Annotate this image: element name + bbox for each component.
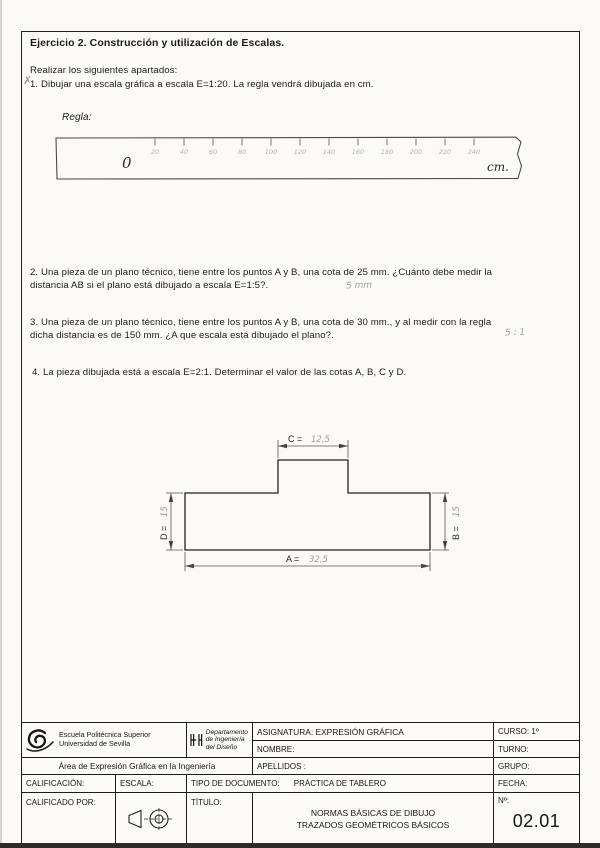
ruler-ticks [155, 139, 474, 146]
curso-cell: CURSO: 1º [494, 723, 579, 740]
dim-d-pencil-value: 15 [160, 506, 170, 517]
exercise-title: Ejercicio 2. Construcción y utilización de Escalas. [30, 37, 285, 49]
ruler-pencil-number: 240 [467, 148, 481, 156]
ruler-pencil-number: 160 [351, 148, 365, 156]
dimension-a [185, 552, 430, 571]
ruler-pencil-number: 120 [293, 148, 307, 156]
department-cell [187, 723, 252, 757]
question-3-pencil-answer: 5 : 1 [504, 327, 526, 339]
question-1: 1. Dibujar una escala gráfica a escala E=1:20. La regla vendrá dibujada en cm. [30, 79, 374, 90]
tipo-documento-label: TIPO DE DOCUMENTO: [191, 779, 280, 788]
piece-drawing [155, 430, 475, 585]
ruler-pencil-number: 20 [150, 148, 160, 156]
tipo-documento-cell [187, 775, 493, 792]
ruler-pencil-number: 180 [380, 148, 394, 156]
grupo-cell: GRUPO: [494, 758, 579, 774]
escala-cell: ESCALA: [116, 775, 186, 792]
ruler-pencil-number: 60 [208, 148, 218, 156]
question-2-pencil-answer: 5 mm [345, 280, 373, 292]
numero-value: 02.01 [512, 811, 561, 831]
titulo-line1: NORMAS BÁSICAS DE DIBUJO [310, 807, 436, 818]
dept-line2: de Ingeniería [205, 736, 245, 744]
question-2-line2: distancia AB si el plano está dibujado a escala E=1:5?. [30, 280, 269, 291]
fecha-cell: FECHA: [494, 775, 579, 792]
piece-outline [185, 460, 430, 550]
ruler-zero: 0 [122, 154, 132, 172]
apellidos-cell: APELLIDOS : [253, 758, 493, 774]
dept-line1: Departamento [205, 728, 248, 736]
dim-b-label: B = [451, 526, 461, 540]
dim-c-label: C = [288, 434, 303, 444]
department-logo-icon [189, 729, 204, 751]
titulo-line2: TRAZADOS GEOMÉTRICOS BÁSICOS [296, 819, 450, 830]
school-name: Escuela Politécnica Superior [59, 730, 151, 740]
dim-c-pencil-value: 12,5 [311, 435, 330, 445]
titulo-label-cell: TÍTULO: [187, 793, 252, 844]
dimension-b [432, 493, 462, 550]
ruler-pencil-number: 100 [264, 148, 278, 156]
title-block [21, 722, 580, 845]
question-2-line1: 2. Una pieza de un plano técnico, tiene entre los puntos A y B, una cota de 25 mm. ¿Cuánto debe medir la [30, 267, 493, 278]
question-3-line2: dicha distancia es de 150 mm. ¿A que escala está dibujado el plano?. [30, 330, 334, 341]
turno-cell: TURNO: [494, 741, 579, 757]
dim-d-label: D = [159, 525, 169, 540]
asignatura-cell: ASIGNATURA: EXPRESIÓN GRÁFICA [253, 723, 493, 740]
ruler-pencil-number: 80 [237, 148, 247, 156]
university-name: Universidad de Sevilla [59, 739, 131, 748]
projection-symbol-cell [116, 793, 186, 844]
scan-edge-left [0, 0, 2, 848]
dim-a-pencil-value: 32,5 [309, 555, 328, 565]
ruler-pencil-number: 140 [322, 148, 336, 156]
ruler-pencil-numbers [151, 148, 480, 156]
ruler-unit: cm. [487, 160, 509, 174]
university-logo-icon [25, 727, 55, 753]
ruler-pencil-number: 200 [409, 148, 423, 156]
ruler-pencil-number: 40 [179, 148, 189, 156]
nombre-cell: NOMBRE: [253, 741, 493, 757]
dim-b-pencil-value: 15 [452, 506, 462, 517]
dept-line3: del Diseño [205, 743, 238, 751]
scan-edge-bottom [0, 843, 600, 848]
question-3-line1: 3. Una pieza de un plano técnico, tiene entre los puntos A y B, una cota de 30 mm., y al medir con la regla [30, 317, 492, 328]
dim-a-label: A = [286, 554, 300, 564]
calificacion-cell: CALIFICACIÓN: [22, 775, 115, 792]
ruler-pencil-number: 220 [438, 148, 452, 156]
area-cell: Área de Expresión Gráfica en la Ingeniería [22, 758, 252, 774]
tipo-documento-value: PRÁCTICA DE TABLERO [293, 779, 386, 788]
calificado-por-cell: CALIFICADO POR: [22, 793, 115, 844]
pencil-check-mark: ✗ [22, 73, 33, 88]
dimension-d [159, 493, 183, 550]
numero-label: Nº: [498, 796, 509, 805]
numero-cell [494, 793, 579, 844]
intro-text: Realizar los siguientes apartados: [30, 65, 178, 76]
question-4: 4. La pieza dibujada está a escala E=2:1. Determinar el valor de las cotas A, B, C y D. [32, 367, 407, 378]
graphic-scale-ruler [50, 130, 530, 186]
titulo-value-cell [253, 793, 493, 844]
university-cell [22, 723, 186, 757]
dimension-c [278, 434, 348, 458]
first-angle-projection-icon [126, 806, 176, 832]
regla-label: Regla: [62, 112, 92, 123]
